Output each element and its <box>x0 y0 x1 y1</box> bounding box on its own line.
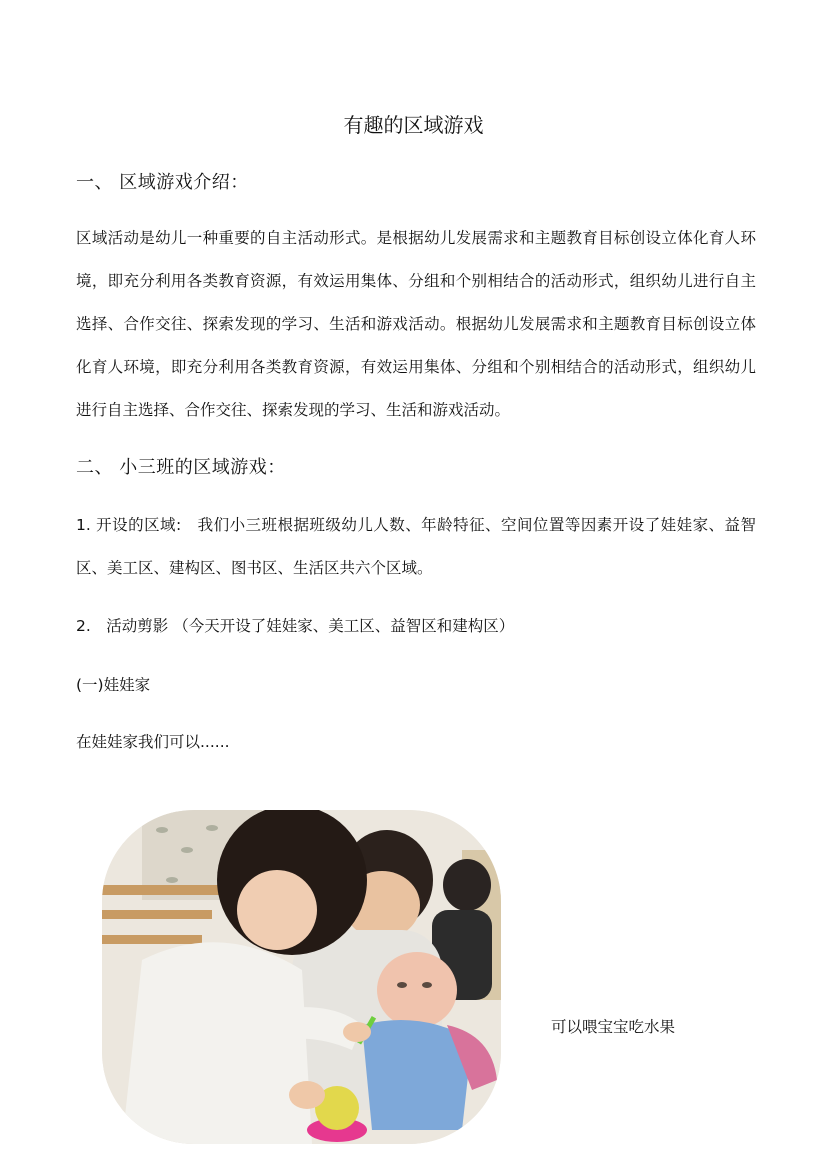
photo-caption: 可以喂宝宝吃水果 <box>551 1018 676 1036</box>
section2-item2: 2. 活动剪影 （今天开设了娃娃家、美工区、益智区和建构区） <box>76 617 515 635</box>
section1-heading: 一、 区域游戏介绍： <box>76 172 249 193</box>
photo-children-feeding-doll <box>102 810 501 1144</box>
section2-item1: 1. 开设的区域: 我们小三班根据班级幼儿人数、年龄特征、空间位置等因素开设了娃娃家、益智区、美工区、建构区、图书区、生活区共六个区域。 <box>76 516 756 577</box>
subsection-doll-house: (一)娃娃家 <box>76 676 151 694</box>
section1-paragraph: 区域活动是幼儿一种重要的自主活动形式。是根据幼儿发展需求和主题教育目标创设立体化育人环境，即充分利用各类教育资源，有效运用集体、分组和个别相结合的活动形式，组织幼儿进行自主选择、合作交往、探索发现的学习、生活和游戏活动。根据幼儿发展需求和主题教育目标创设立体化育人环境，即充分利用各类教育资源，有效运用集体、分组和个别相结合的活动形式，组织幼儿进行自主选择、合作交往、探索发现的学习、生活和游戏活动。 <box>76 229 756 419</box>
section2-heading: 二、 小三班的区域游戏： <box>76 457 286 478</box>
photo-illustration <box>102 810 501 1144</box>
subsection-doll-house-text: 在娃娃家我们可以...... <box>76 733 230 751</box>
document-title: 有趣的区域游戏 <box>343 113 484 137</box>
